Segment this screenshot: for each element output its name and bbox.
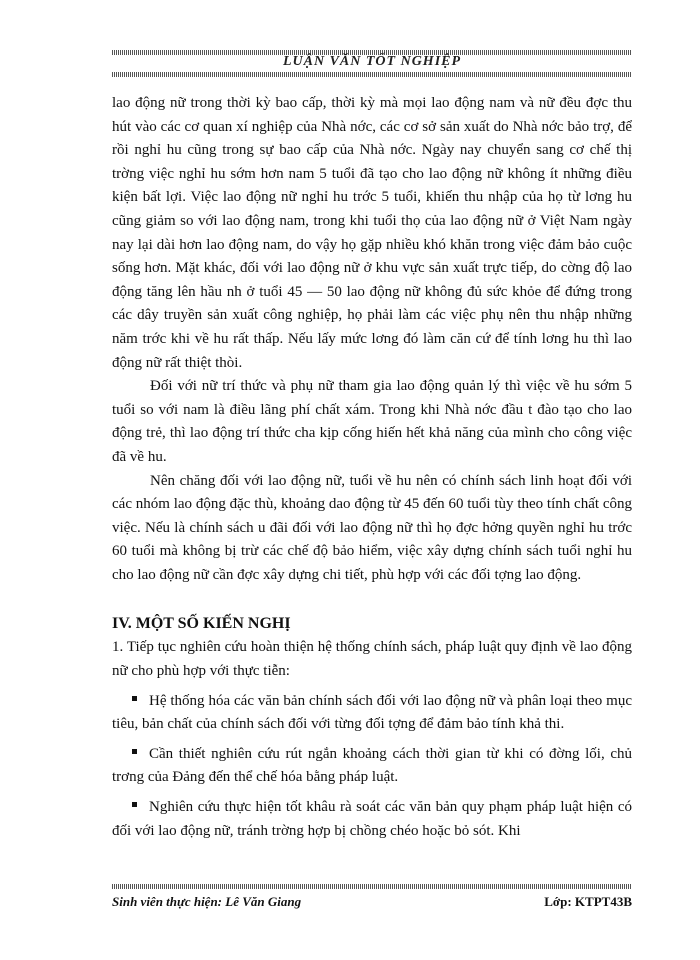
paragraph-knowledge-workers: Đối với nữ trí thức và phụ nữ tham gia lao động quản lý thì việc về hu sớm 5 tuổi so với nam là điều lãng phí chất xám. Trong khi Nhà nớc đầu t đào tạo cho lao động trẻ, thì lao động trí thức cha kịp cống hiến hết khả năng của mình cho công việc đã về hu. [112,378,632,465]
paragraph-flexible-policy: Nên chăng đối với lao động nữ, tuổi về hu nên có chính sách linh hoạt đối với các nhóm lao động đặc thù, khoảng dao động từ 45 đến 60 tuổi tùy theo tính chất công việc. Nếu là chính sách u đãi đối với lao động nữ thì họ đợc hởng quyền nghỉ hu trớc 60 tuổi mà không bị trừ các chế độ bảo hiểm, việc xây dựng chính sách tuổi nghỉ hu cho lao động nữ cần đợc xây dựng chi tiết, phù hợp với các đối tợng lao động. [112,472,632,583]
page-header-title: LUẬN VĂN TỐT NGHIỆP [282,54,462,69]
section-heading: IV. MỘT SỐ KIẾN NGHỊ [112,615,291,633]
page-body [112,92,632,843]
bullet-text: Cần thiết nghiên cứu rút ngắn khoảng cách thời gian từ khi có đờng lối, chủ trơng của Đảng đến thể chế hóa bằng pháp luật. [112,745,632,786]
bullet-item [112,690,632,737]
footer-class: Lớp: KTPT43B [544,894,632,909]
bullet-icon [132,802,137,807]
bullet-icon [132,749,137,754]
recommendation-item-1: 1. Tiếp tục nghiên cứu hoàn thiện hệ thống chính sách, pháp luật quy định về lao động nữ cho phù hợp với thực tiễn: [112,639,632,680]
paragraph-continuation: lao động nữ trong thời kỳ bao cấp, thời kỳ mà mọi lao động nam và nữ đều đợc thu hút vào các cơ quan xí nghiệp của Nhà nớc, các cơ sở sản xuất do Nhà nớc bảo trợ, để rồi nghỉ hu cũng trong sự bao cấp của Nhà nớc. Ngày nay chuyển sang cơ chế thị trờng việc nghỉ hu sớm hơn nam 5 tuổi đã tạo cho lao động nữ không ít những điều kiện bất lợi. Việc lao động nữ nghỉ hu trớc 5 tuổi, khiến thu nhập của họ từ lơng hu cũng giảm so với lao động nam, trong khi tuổi thọ của lao động nữ ở Việt Nam ngày nay lại dài hơn lao động nam, do vậy họ gặp nhiều khó khăn trong việc đảm bảo cuộc sống hơn. Mặt khác, đối với lao động nữ ở khu vực sản xuất trực tiếp, do cờng độ lao động tăng lên hầu nh ở tuổi 45 — 50 lao động nữ không đủ sức khỏe để đứng trong các dây truyền sản xuất công nghiệp, họ phải làm các việc phụ nên thu nhập những năm trớc khi về hu rất thấp. Nếu lấy mức lơng đó làm căn cứ để tính lơng hu thì lao động nữ rất thiệt thòi. [112,95,632,371]
footer-student: Sinh viên thực hiện: Lê Văn Giang [112,894,302,909]
bullet-item [112,743,632,790]
header-rule-bottom [112,72,632,77]
footer-rule [112,884,632,889]
bullet-item [112,796,632,843]
bullet-icon [132,696,137,701]
bullet-text: Hệ thống hóa các văn bản chính sách đối với lao động nữ và phân loại theo mục tiêu, bản chất của chính sách đối với từng đối tợng để đảm bảo tính khả thi. [112,692,632,733]
bullet-text: Nghiên cứu thực hiện tốt khâu rà soát các văn bản quy phạm pháp luật hiện có đối với lao động nữ, tránh trờng hợp bị chồng chéo hoặc bỏ sót. Khi [112,799,632,839]
